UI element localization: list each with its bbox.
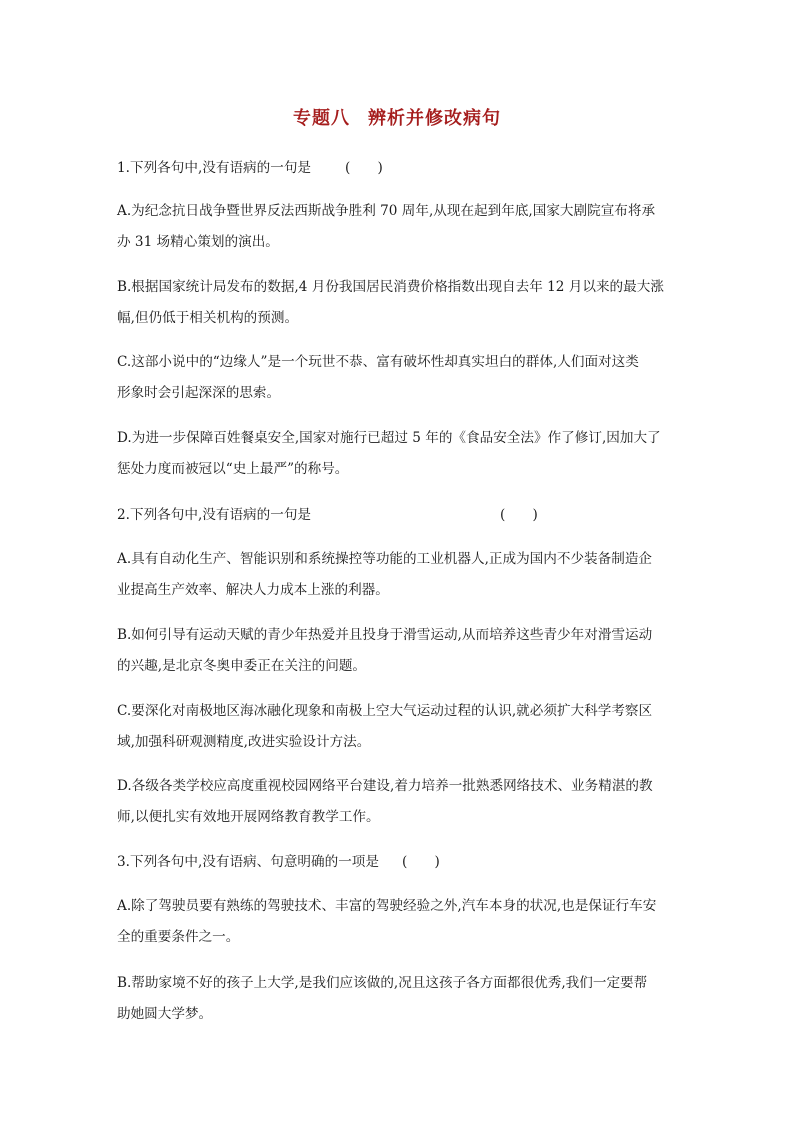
q3-option-b-line1: B.帮助家境不好的孩子上大学,是我们应该做的,况且这孩子各方面都很优秀,我们一定要帮 xyxy=(117,975,648,991)
q1-option-c-line2: 形象时会引起深深的思索。 xyxy=(117,385,281,401)
page-title xyxy=(0,104,794,130)
question-1-answer-blank: ( ) xyxy=(345,160,383,176)
q1-option-d-line2: 惩处力度而被冠以“史上最严”的称号。 xyxy=(117,461,349,477)
question-3-answer-blank: ( ) xyxy=(402,854,440,870)
q1-option-c-line1: C.这部小说中的“边缘人”是一个玩世不恭、富有破坏性却真实坦白的群体,人们面对这类 xyxy=(117,354,639,370)
question-1-stem: 1.下列各句中,没有语病的一句是 xyxy=(117,160,312,176)
q2-option-b-line1: B.如何引导有运动天赋的青少年热爱并且投身于滑雪运动,从而培养这些青少年对滑雪运动 xyxy=(117,627,653,643)
title-subject: 辨析并修改病句 xyxy=(368,108,501,129)
q1-option-a-line1: A.为纪念抗日战争暨世界反法西斯战争胜利 70 周年,从现在起到年底,国家大剧院宣布将承 xyxy=(117,203,656,219)
question-2-answer-blank: ( ) xyxy=(500,507,538,523)
question-3-stem: 3.下列各句中,没有语病、句意明确的一项是 xyxy=(117,854,379,870)
q2-option-d-line1: D.各级各类学校应高度重视校园网络平台建设,着力培养一批熟悉网络技术、业务精湛的教 xyxy=(117,778,653,794)
q2-option-c-line1: C.要深化对南极地区海冰融化现象和南极上空大气运动过程的认识,就必须扩大科学考察区 xyxy=(117,703,653,719)
q2-option-a-line2: 业提高生产效率、解决人力成本上涨的利器。 xyxy=(117,582,389,598)
q2-option-b-line2: 的兴趣,是北京冬奥申委正在关注的问题。 xyxy=(117,658,367,674)
q3-option-a-line2: 全的重要条件之一。 xyxy=(117,929,240,945)
q3-option-b-line2: 助她圆大学梦。 xyxy=(117,1006,213,1022)
title-topic: 专题八 xyxy=(293,108,350,129)
q2-option-d-line2: 师,以便扎实有效地开展网络教育教学工作。 xyxy=(117,809,380,825)
q1-option-d-line1: D.为进一步保障百姓餐桌安全,国家对施行已超过 5 年的《食品安全法》作了修订,因加大了 xyxy=(117,430,661,446)
q1-option-b-line1: B.根据国家统计局发布的数据,4 月份我国居民消费价格指数出现自去年 12 月以来的最大涨 xyxy=(117,279,664,295)
q3-option-a-line1: A.除了驾驶员要有熟练的驾驶技术、丰富的驾驶经验之外,汽车本身的状况,也是保证行车安 xyxy=(117,898,657,914)
q1-option-a-line2: 办 31 场精心策划的演出。 xyxy=(117,234,279,250)
q2-option-a-line1: A.具有自动化生产、智能识别和系统操控等功能的工业机器人,正成为国内不少装备制造企 xyxy=(117,551,653,567)
q2-option-c-line2: 域,加强科研观测精度,改进实验设计方法。 xyxy=(117,734,371,750)
q1-option-b-line2: 幅,但仍低于相关机构的预测。 xyxy=(117,310,299,326)
question-2-stem: 2.下列各句中,没有语病的一句是 xyxy=(117,507,312,523)
